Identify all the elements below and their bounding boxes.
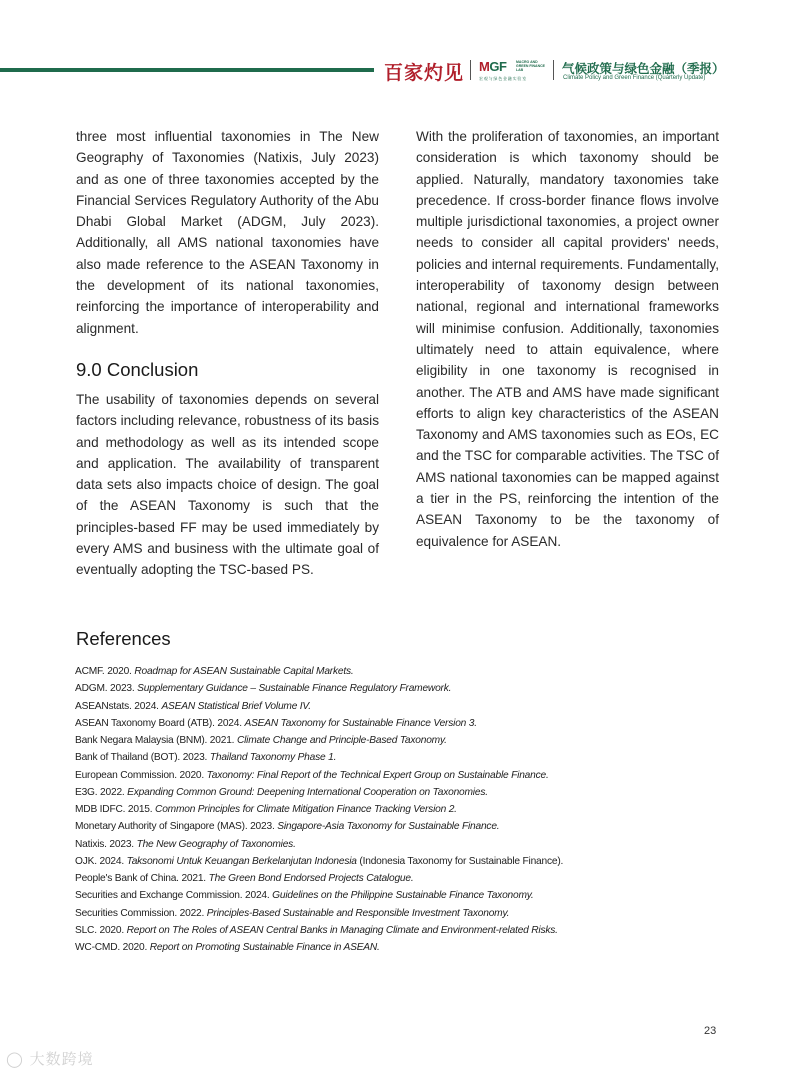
interoperability-paragraph: With the proliferation of taxonomies, an important consideration is which taxonomy should be applied. Naturally, mandatory taxonomies take precedence. If cross-border finance flows involve multiple jurisdictional taxonomies, a project owner needs to consider all capital providers' needs, policies and internal requirements. Fundamentally, interoperability of taxonomy design between national, regional and international frameworks will minimise confusion. Additionally, taxonomies ultimately need to attain equivalence, where eligibility in one taxonomy is recognised in another. The ATB and AMS have made significant efforts to align key characteristics of the ASEAN Taxonomy and AMS taxonomies such as EOs, EC and the TSC for comparable activities. The TSC of AMS national taxonomies can be mapped against a tier in the PS, reinforcing the intention of the ASEAN Taxonomy to be the taxonomy of equivalence for ASEAN. bbox=[416, 129, 719, 549]
watermark bbox=[6, 1048, 94, 1069]
reference-item: Monetary Authority of Singapore (MAS). 2023. Singapore-Asia Taxonomy for Sustainable Finance. bbox=[75, 821, 500, 833]
reference-item: People's Bank of China. 2021. The Green Bond Endorsed Projects Catalogue. bbox=[75, 873, 414, 884]
reference-item: ASEAN Taxonomy Board (ATB). 2024. ASEAN Taxonomy for Sustainable Finance Version 3. bbox=[75, 717, 477, 729]
reference-item: Natixis. 2023. The New Geography of Taxonomies. bbox=[75, 838, 296, 850]
page-number: 23 bbox=[704, 1025, 717, 1037]
reference-item: Securities Commission. 2022. Principles-Based Sustainable and Responsible Investment Taxonomy. bbox=[75, 907, 510, 919]
reference-item: Bank Negara Malaysia (BNM). 2021. Climate Change and Principle-Based Taxonomy. bbox=[75, 735, 447, 746]
reference-item: WC-CMD. 2020. Report on Promoting Sustainable Finance in ASEAN. bbox=[75, 942, 380, 953]
reference-item: Bank of Thailand (BOT). 2023. Thailand Taxonomy Phase 1. bbox=[75, 752, 337, 764]
reference-item: ACMF. 2020. Roadmap for ASEAN Sustainable Capital Markets. bbox=[75, 666, 354, 677]
mgf-logo-subtitle-cn: 宏观与绿色金融实验室 bbox=[479, 76, 527, 81]
reference-item: Securities and Exchange Commission. 2024. Guidelines on the Philippine Sustainable Finance Taxonomy. bbox=[75, 890, 534, 902]
header-rule bbox=[0, 68, 374, 72]
header-divider bbox=[470, 60, 471, 80]
reference-item: OJK. 2024. Taksonomi Untuk Keuangan Berkelanjutan Indonesia (Indonesia Taxonomy for Sustainable Finance). bbox=[75, 855, 564, 867]
conclusion-paragraph: The usability of taxonomies depends on several factors including relevance, robustness of its basis and methodology as well as its intended scope and application. The availability of transparent data sets also impacts choice of design. The goal of the ASEAN Taxonomy is such that the principles-based FF may be used immediately by every AMS and business with the ultimate goal of eventually adopting the TSC-based PS. bbox=[76, 391, 379, 578]
mgf-logo-mark: MGF bbox=[479, 59, 507, 74]
reference-item: E3G. 2022. Expanding Common Ground: Deepening International Cooperation on Taxonomies. bbox=[75, 786, 488, 798]
reference-item: MDB IDFC. 2015. Common Principles for Climate Mitigation Finance Tracking Version 2. bbox=[75, 804, 457, 815]
references-heading: References bbox=[76, 628, 171, 649]
reference-item: ASEANstats. 2024. ASEAN Statistical Brief Volume IV. bbox=[75, 700, 311, 712]
reference-item: ADGM. 2023. Supplementary Guidance – Sustainable Finance Regulatory Framework. bbox=[75, 683, 452, 695]
intro-paragraph: three most influential taxonomies in The New Geography of Taxonomies (Natixis, July 2023) and as one of three taxonomies accepted by the Financial Services Regulatory Authority of the Abu Dhabi Global Market (ADGM, July 2023). Additionally, all AMS national taxonomies have also made reference to the ASEAN Taxonomy in the development of its national taxonomies, reinforcing the importance of interoperability and alignment. bbox=[76, 129, 379, 336]
reference-item: SLC. 2020. Report on The Roles of ASEAN Central Banks in Managing Climate and Environment-related Risks. bbox=[75, 924, 558, 936]
header-brand: 百家灼见 bbox=[384, 62, 465, 84]
publication-title-en: Climate Policy and Green Finance (Quarterly Update) bbox=[563, 75, 706, 81]
references-list bbox=[75, 663, 675, 956]
header-divider bbox=[553, 60, 554, 80]
reference-item: European Commission. 2020. Taxonomy: Final Report of the Technical Expert Group on Sustainable Finance. bbox=[75, 769, 549, 781]
conclusion-heading: 9.0 Conclusion bbox=[76, 358, 199, 380]
publication-title-cn: 气候政策与绿色金融（季报） bbox=[562, 61, 725, 76]
right-column bbox=[416, 126, 719, 552]
mgf-logo-subtitle-en: MACRO AND GREEN FINANCE LAB bbox=[516, 60, 545, 72]
watermark-text: 大数跨境 bbox=[29, 1050, 94, 1068]
watermark-logo-icon: ◯ bbox=[6, 1050, 24, 1068]
left-column bbox=[76, 126, 379, 581]
mgf-logo bbox=[479, 59, 549, 83]
